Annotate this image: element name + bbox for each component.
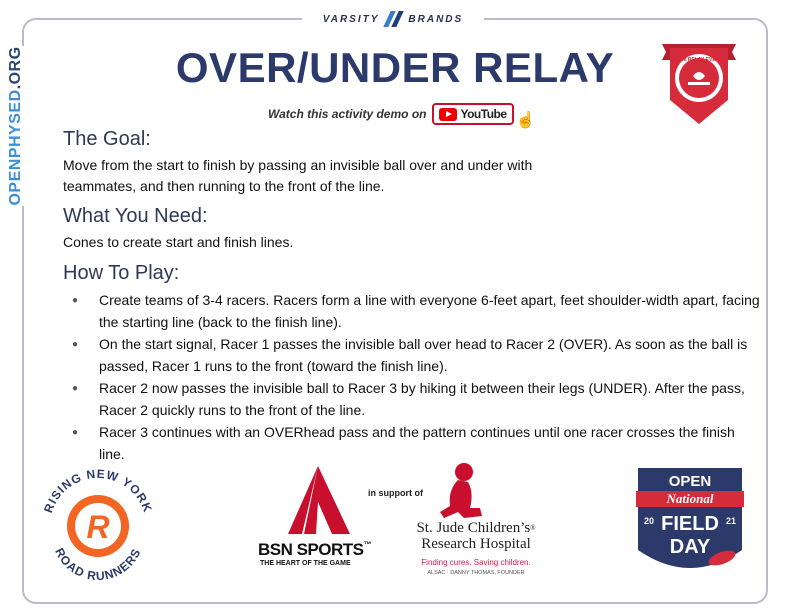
howto-heading: How To Play: (63, 262, 180, 284)
st-jude-subtext: ALSAC · DANNY THOMAS, FOUNDER (427, 570, 525, 576)
st-jude-line-2: Research Hospital (421, 536, 531, 552)
bsn-chevron-icon (258, 464, 378, 540)
youtube-button[interactable] (432, 103, 513, 125)
st-jude-logo (408, 462, 544, 582)
list-item: ● Create teams of 3-4 racers. Racers form a line with everyone 6-feet apart, feet shoulder-width apart, facing the starting line (back to the finish line). (72, 290, 762, 333)
fieldday-day: DAY (669, 536, 711, 558)
need-heading: What You Need: (63, 205, 208, 227)
badge-text: TEAM RELAY EVENTS (672, 57, 726, 63)
st-jude-reg: ® (530, 524, 536, 532)
varsity-slash-icon (387, 11, 400, 27)
fieldday-open: OPEN (668, 473, 712, 490)
side-brand-text: OPENPHYSED (7, 89, 24, 206)
st-jude-tagline: Finding cures. Saving children. (421, 558, 531, 567)
howto-steps (72, 290, 762, 466)
rnyrr-letter: R (86, 509, 110, 545)
rnyrr-logo (36, 464, 160, 588)
brand-brands-text: BRANDS (408, 13, 464, 25)
bsn-tagline: THE HEART OF THE GAME (260, 560, 351, 567)
list-item: ● On the start signal, Racer 1 passes the invisible ball over head to Racer 2 (OVER). As soon as the ball is passed, Racer 1 runs to the front (toward the finish line). (72, 334, 762, 377)
open-national-field-day-logo (630, 458, 750, 582)
goal-text-line-1: Move from the start to finish by passing an invisible ball over and under with (63, 157, 533, 173)
bsn-sports-logo (258, 464, 378, 572)
youtube-demo-link[interactable] (268, 98, 535, 130)
bsn-tm: ™ (363, 540, 372, 549)
list-item: ● Racer 3 continues with an OVERhead pass and the pattern continues until one racer crosses the finish line. (72, 422, 762, 465)
rnyrr-top-text: RISING NEW YORK (41, 466, 155, 515)
demo-text: Watch this activity demo on (268, 107, 427, 121)
youtube-label: YouTube (460, 107, 507, 121)
brand-varsity-text: VARSITY (322, 13, 380, 25)
fieldday-year-b: 21 (726, 516, 737, 526)
team-relay-badge (660, 38, 738, 128)
st-jude-line-1: St. Jude Children’s (416, 520, 531, 536)
side-brand-suffix: .ORG (7, 46, 24, 90)
fieldday-year-a: 20 (644, 516, 655, 526)
fieldday-national: National (666, 491, 714, 506)
goal-text-line-2: teammates, and then running to the front of the line. (63, 178, 385, 194)
varsity-brands-logo (302, 8, 484, 30)
pointer-cursor-icon: ☝ (515, 112, 536, 129)
goal-heading: The Goal: (63, 128, 151, 150)
openphysed-logo (4, 46, 28, 206)
list-item: ● Racer 2 now passes the invisible ball to Racer 3 by hiking it between their legs (UNDER). After the pass, Racer 2 quickly runs to the front of the line. (72, 378, 762, 421)
youtube-play-icon (439, 108, 457, 121)
page-title: OVER/UNDER RELAY (175, 44, 615, 91)
support-text: in support of (368, 488, 423, 498)
child-silhouette-icon (408, 462, 544, 520)
need-text: Cones to create start and finish lines. (63, 234, 294, 250)
rnyrr-bottom-text: ROAD RUNNERS (52, 545, 144, 584)
bsn-name: BSN SPORTS (258, 540, 364, 559)
fieldday-field: FIELD (661, 513, 719, 535)
